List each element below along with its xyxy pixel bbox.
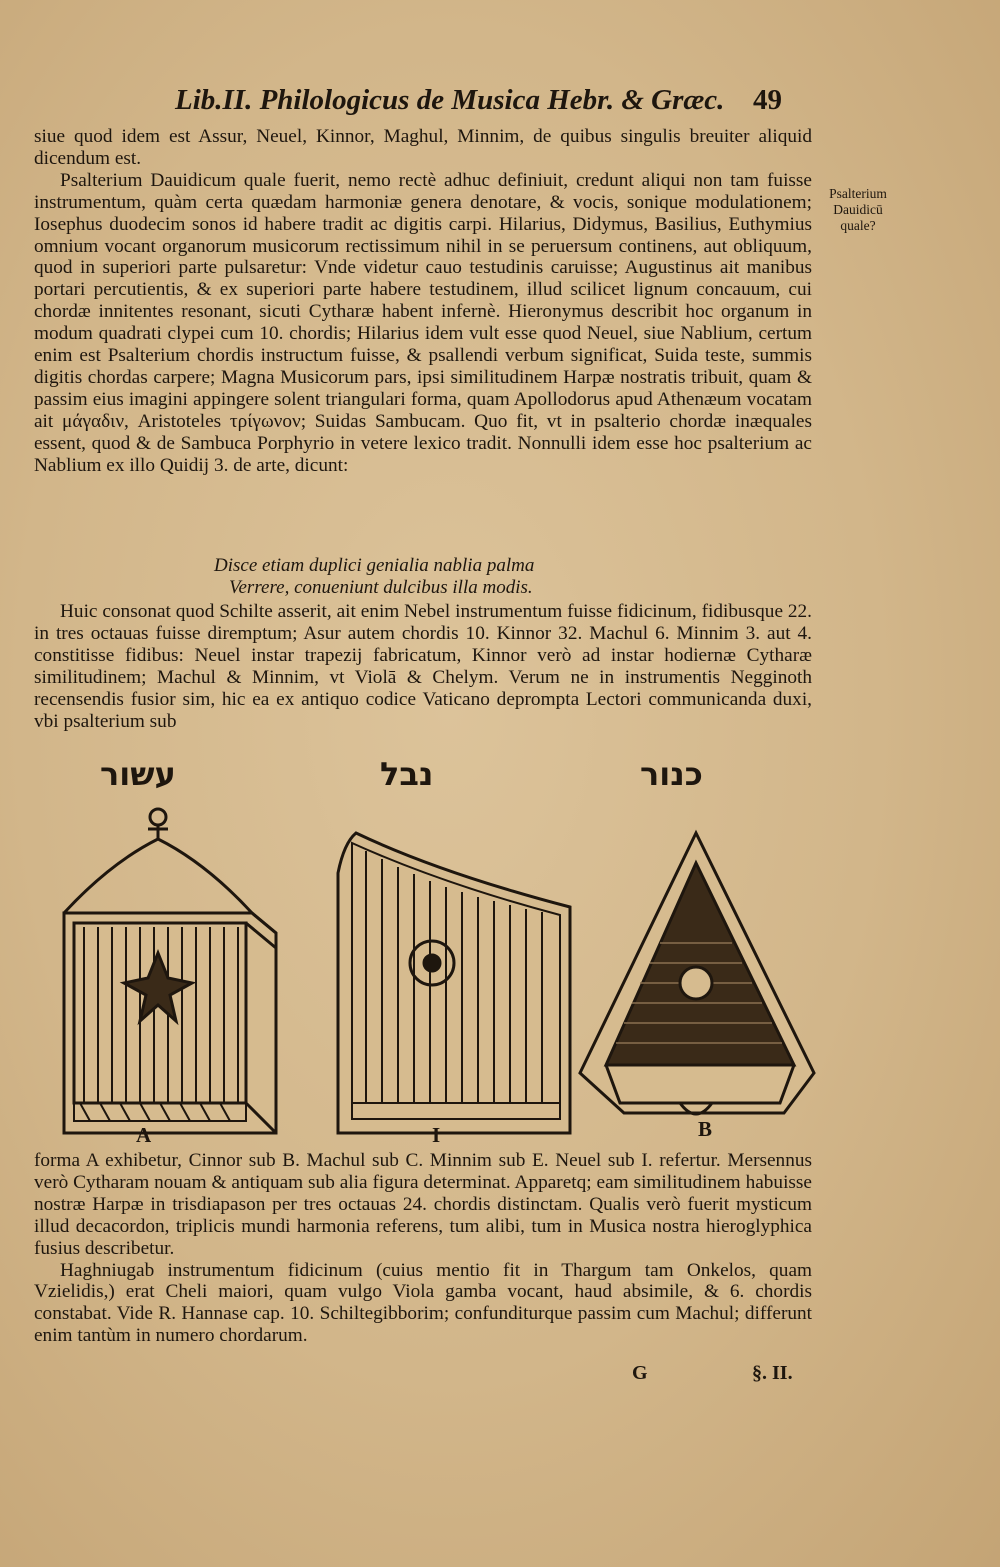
text-block-middle xyxy=(34,601,812,732)
hebrew-label-asor: עשור xyxy=(100,755,176,793)
instrument-drawings xyxy=(40,803,820,1143)
instruments-woodcut xyxy=(40,755,820,1145)
instrument-a-psaltery xyxy=(64,809,276,1133)
running-title: Lib.II. Philologicus de Musica Hebr. & Græc. xyxy=(175,84,725,116)
paragraph: Haghniugab instrumentum fidicinum (cuius mentio fit in Thargum tam Onkelos, quam Vzielidis,) erat Cheli maiori, quam vulgo Viola gamba vocant, haud absimile, & 6. chordis constabat. Vide R. Hannase cap. 10. Schiltegibborim; confunditurque passim cum Machul; differunt enim tantùm in numero chordarum. xyxy=(34,1259,812,1347)
figure-letter-a: A xyxy=(136,1123,152,1147)
verse-line: Disce etiam duplici genialia nablia palma xyxy=(214,555,535,576)
figure-letter-b: B xyxy=(698,1117,713,1141)
paragraph: Psalterium Dauidicum quale fuerit, nemo rectè adhuc definiuit, credunt aliqui non tam fuisse instrumentum, quàm certa quædam harmoniæ genera denotare, & vocis, sonique modulationem; Iosephus duodecim sonos id habere tradit ac digitis carpi. Hilarius, Didymus, Basilius, Euthymius omnium vocant organorum musicorum rectissimum nihil in se peruersum continens, aut obliquum, quod in superiori parte pulsaretur: Vnde videtur cauo testudinis caruisse; Augustinus ait manibus portari percutientis, & ex superiori parte habere testudinem, illud scilicet lignum concauum, cui chordæ innitentes resonant, sicuti Cytharæ habent infernè. Hieronymus describit hoc organum in modum quadrati clypei cum 10. chordis; Hilarius idem vult esse quod Neuel, siue Nablium, certum enim est Psalterium chordis instructum fuisse, & psallendi verbum significat, Suida teste, summis digitis chordas carpere; Magna Musicorum pars, ipsi similitudinem Harpæ nostratis tribuit, quam & passim eius imagini appingere solent triangulari forma, quam Apollodorus apud Athenæum vocatam ait μάγαδιν, Aristoteles τρίγωνον; Suidas Sambucam. Quo fit, vt in psalterio chordæ inæquales essent, quod & de Sambuca Porphyrio in vetere lexico tradit. Nonnulli idem esse hoc psalterium ac Nablium ex illo Quidij 3. de arte, dicunt: xyxy=(34,169,812,476)
margin-note-line: quale? xyxy=(840,218,876,233)
verse-quotation xyxy=(34,555,812,599)
verse-line: Verrere, conueniunt dulcibus illa modis. xyxy=(229,576,533,598)
catchword-section: §. II. xyxy=(752,1362,793,1384)
signature-mark: G xyxy=(632,1362,648,1384)
instrument-i-nebel xyxy=(338,833,570,1133)
instrument-b-kinnor xyxy=(580,833,814,1114)
hebrew-label-nebel: נבל xyxy=(380,755,434,793)
margin-note-line: Psalterium xyxy=(829,186,887,201)
margin-note xyxy=(818,186,898,234)
hebrew-label-kinnor: כנור xyxy=(640,755,703,793)
margin-note-line: Dauidicū xyxy=(833,202,883,217)
page-header xyxy=(175,84,795,124)
paragraph: Huic consonat quod Schilte asserit, ait enim Nebel instrumentum fuisse fidicinum, fidibusque 22. in tres octauas fuisse diremptum; Asur autem chordis 10. Kinnor 32. Machul 6. Minnim 3. aut 4. constitisse fidibus: Neuel instar trapezij fabricatum, Kinnor verò ad instar hodiernæ Cytharæ similitudinem; Machul & Minnim, vt Violā & Chelym. Verum ne in instrumentis Negginoth recensendis fusior sim, hic ea ex antiquo codice Vaticano deprompta Lectori communicanda duxi, vbi psalterium sub xyxy=(34,601,812,732)
text-block-bottom xyxy=(34,1150,812,1347)
text-block-top xyxy=(34,126,812,477)
figure-letter-i: I xyxy=(432,1123,441,1147)
paragraph: forma A exhibetur, Cinnor sub B. Machul sub C. Minnim sub E. Neuel sub I. refertur. Mersennus verò Cytharam nouam & antiquam sub alia figura determinat. Apparetq; eam similitudinem habuisse nostræ Harpæ in trisdiapason per tres octauas 24. chordis distinctam. Qualis verò fuerit mysticum illud decacordon, triplicis mundi harmonia referens, tum alibi, tum in Musica nostra hieroglyphica fusius describetur. xyxy=(34,1150,812,1259)
paragraph: siue quod idem est Assur, Neuel, Kinnor, Maghul, Minnim, de quibus singulis breuiter aliquid dicendum est. xyxy=(34,126,812,169)
page-number: 49 xyxy=(753,84,782,116)
